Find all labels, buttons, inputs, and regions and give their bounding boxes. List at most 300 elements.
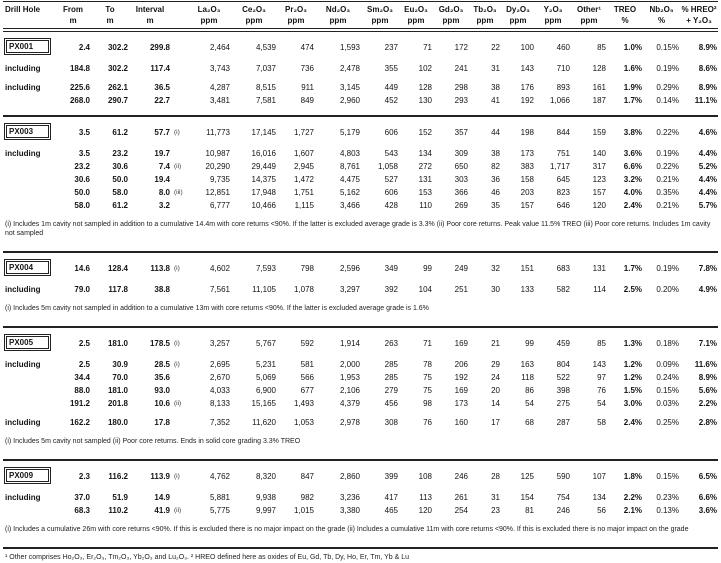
note-marker: (i) — [174, 265, 180, 272]
cell-ce: 14,375 — [251, 175, 276, 184]
cell-sm: 308 — [384, 418, 398, 427]
cell-pr: 1,727 — [293, 128, 314, 137]
cell-other: 128 — [592, 64, 606, 73]
row-label-cell: including — [5, 64, 41, 73]
cell-la: 9,735 — [209, 175, 230, 184]
cell-hreo: 5.6% — [698, 386, 717, 395]
cell-pr: 677 — [300, 386, 314, 395]
row-label-cell: including — [5, 360, 41, 369]
drill-hole-id: PX009 — [6, 469, 49, 482]
cell-treo: 2.4% — [623, 201, 642, 210]
cell-from: 50.0 — [74, 188, 90, 197]
cell-treo: 3.6% — [623, 149, 642, 158]
col-header-eu: Eu₂O₃ ppm — [399, 2, 433, 31]
cell-pr: 1,115 — [294, 201, 314, 210]
cell-nb: 0.09% — [656, 360, 679, 369]
note-marker — [171, 411, 187, 430]
cell-hreo: 11.6% — [694, 360, 717, 369]
cell-nb: 0.14% — [656, 96, 679, 105]
row-label-cell: including — [5, 83, 41, 92]
cell-other: 85 — [597, 43, 606, 52]
table-row — [3, 398, 718, 411]
separator-line — [3, 108, 718, 116]
col-header-hole: Drill Hole — [3, 2, 55, 31]
cell-gd: 169 — [454, 339, 468, 348]
cell-interval: 10.6 — [154, 399, 170, 408]
note-marker: (i) — [174, 129, 180, 136]
section-footnote — [3, 430, 718, 452]
note-marker: (ii) — [174, 507, 182, 514]
cell-from: 3.5 — [78, 149, 90, 158]
cell-dy: 383 — [520, 162, 534, 171]
cell-pr: 1,053 — [293, 418, 314, 427]
cell-pr: 847 — [300, 472, 314, 481]
cell-hreo: 8.9% — [698, 83, 717, 92]
cell-hreo: 4.4% — [698, 188, 717, 197]
cell-la: 6,777 — [209, 201, 230, 210]
cell-sm: 392 — [384, 285, 398, 294]
cell-other: 187 — [592, 96, 606, 105]
note-marker — [171, 372, 187, 385]
cell-sm: 452 — [384, 96, 398, 105]
cell-from: 2.3 — [78, 472, 90, 481]
cell-nd: 3,297 — [339, 285, 360, 294]
cell-to: 30.9 — [112, 360, 128, 369]
cell-tb: 38 — [491, 149, 500, 158]
cell-hreo: 6.5% — [698, 472, 717, 481]
cell-y: 522 — [556, 373, 570, 382]
cell-nd: 1,953 — [339, 373, 360, 382]
col-header-sm: Sm₂O₃ ppm — [361, 2, 399, 31]
drill-hole-id: PX005 — [6, 336, 49, 349]
section-separator — [3, 108, 718, 116]
section-separator — [3, 244, 718, 252]
table-row — [3, 252, 718, 278]
cell-interval: 35.6 — [154, 373, 170, 382]
cell-gd: 269 — [454, 201, 468, 210]
cell-la: 4,762 — [209, 472, 230, 481]
cell-nd: 1,593 — [339, 43, 360, 52]
cell-gd: 309 — [454, 149, 468, 158]
cell-pr: 592 — [300, 339, 314, 348]
col-header-other: Other¹ ppm — [571, 2, 607, 31]
footnote-text: (i) Includes 1m cavity not sampled in addition to a cumulative 14.4m with core returns <90%. If the latter is excluded average grade is 3.3% (ii) Poor core returns. Peak value 11.5% TREO (iii) Poor core returns. Includes 1m cavity not sampled — [5, 221, 711, 237]
table-row — [3, 486, 718, 505]
cell-y: 275 — [556, 399, 570, 408]
cell-tb: 14 — [491, 399, 500, 408]
cell-nb: 0.24% — [656, 373, 679, 382]
cell-to: 201.8 — [107, 399, 128, 408]
row-label-cell — [3, 187, 55, 200]
table-row — [3, 161, 718, 174]
cell-gd: 172 — [454, 43, 468, 52]
cell-to: 61.2 — [112, 201, 128, 210]
footnote-text: (i) Includes 5m cavity not sampled in addition to a cumulative 13m with core returns <90%. If the latter is excluded average grade is 1.6% — [5, 305, 429, 312]
col-header-tb: Tb₂O₃ ppm — [469, 2, 501, 31]
cell-to: 290.7 — [107, 96, 128, 105]
cell-sm: 399 — [384, 472, 398, 481]
table-row — [3, 200, 718, 213]
cell-ce: 4,539 — [255, 43, 276, 52]
cell-pr: 1,493 — [293, 399, 314, 408]
cell-la: 3,481 — [209, 96, 230, 105]
cell-to: 302.2 — [107, 64, 128, 73]
table-row — [3, 372, 718, 385]
cell-gd: 160 — [454, 418, 468, 427]
cell-hreo: 7.8% — [698, 264, 717, 273]
cell-pr: 849 — [300, 96, 314, 105]
cell-nd: 3,466 — [339, 201, 360, 210]
col-header-pr: Pr₂O₃ ppm — [277, 2, 315, 31]
col-header-gd: Gd₂O₃ ppm — [433, 2, 469, 31]
cell-from: 225.6 — [69, 83, 90, 92]
cell-dy: 154 — [520, 493, 534, 502]
cell-treo: 1.7% — [623, 96, 642, 105]
cell-hreo: 4.6% — [698, 128, 717, 137]
cell-eu: 104 — [418, 285, 432, 294]
cell-sm: 417 — [384, 493, 398, 502]
cell-gd: 173 — [454, 399, 468, 408]
cell-y: 893 — [556, 83, 570, 92]
cell-treo: 1.8% — [623, 472, 642, 481]
cell-other: 56 — [597, 506, 606, 515]
cell-hreo: 7.1% — [698, 339, 717, 348]
cell-other: 159 — [592, 128, 606, 137]
cell-sm: 263 — [384, 339, 398, 348]
note-marker — [171, 174, 187, 187]
drill-hole-id: PX001 — [6, 40, 49, 53]
table-row — [3, 187, 718, 200]
cell-ce: 6,900 — [255, 386, 276, 395]
cell-gd: 261 — [454, 493, 468, 502]
cell-sm: 449 — [384, 83, 398, 92]
cell-pr: 1,015 — [293, 506, 314, 515]
cell-sm: 428 — [384, 201, 398, 210]
cell-nd: 8,761 — [339, 162, 360, 171]
cell-tb: 44 — [491, 128, 500, 137]
cell-to: 128.4 — [107, 264, 128, 273]
drill-hole-id: PX003 — [6, 125, 49, 138]
cell-nb: 0.19% — [656, 149, 679, 158]
section-footnote — [3, 518, 718, 540]
row-label-cell — [3, 505, 55, 518]
cell-ce: 5,231 — [255, 360, 276, 369]
note-marker — [171, 30, 187, 57]
cell-gd: 366 — [454, 188, 468, 197]
drill-hole-id: PX004 — [6, 261, 49, 274]
cell-treo: 1.3% — [623, 339, 642, 348]
cell-eu: 98 — [423, 399, 432, 408]
cell-nb: 0.19% — [656, 264, 679, 273]
cell-tb: 31 — [491, 493, 500, 502]
cell-tb: 22 — [491, 43, 500, 52]
cell-y: 804 — [556, 360, 570, 369]
cell-from: 162.2 — [69, 418, 90, 427]
cell-eu: 272 — [418, 162, 432, 171]
cell-la: 7,352 — [209, 418, 230, 427]
cell-to: 117.8 — [108, 285, 128, 294]
separator-line — [3, 319, 718, 327]
cell-from: 88.0 — [74, 386, 90, 395]
cell-dy: 198 — [520, 128, 534, 137]
cell-gd: 293 — [454, 96, 468, 105]
table-row — [3, 76, 718, 95]
cell-interval: 7.4 — [158, 162, 170, 171]
cell-pr: 1,472 — [293, 175, 314, 184]
cell-hreo: 4.4% — [698, 175, 717, 184]
table-row — [3, 327, 718, 353]
cell-tb: 21 — [491, 339, 500, 348]
cell-y: 710 — [556, 64, 570, 73]
cell-nb: 0.15% — [656, 386, 679, 395]
cell-sm: 543 — [384, 149, 398, 158]
cell-interval: 57.7 — [154, 128, 170, 137]
cell-y: 751 — [556, 149, 570, 158]
cell-treo: 4.0% — [623, 188, 642, 197]
cell-nb: 0.19% — [656, 64, 679, 73]
cell-hreo: 8.9% — [698, 43, 717, 52]
col-header-hreo: % HREO² + Y₂O₃ — [680, 2, 718, 31]
cell-sm: 279 — [384, 386, 398, 395]
table-row — [3, 95, 718, 108]
cell-hreo: 6.6% — [698, 493, 717, 502]
cell-ce: 10,466 — [251, 201, 276, 210]
cell-gd: 249 — [454, 264, 468, 273]
cell-nb: 0.03% — [656, 399, 679, 408]
row-label-cell — [3, 385, 55, 398]
cell-eu: 108 — [418, 472, 432, 481]
cell-la: 3,257 — [209, 339, 230, 348]
cell-nd: 3,145 — [339, 83, 360, 92]
cell-ce: 5,767 — [255, 339, 276, 348]
cell-from: 79.0 — [74, 285, 90, 294]
cell-from: 184.8 — [69, 64, 90, 73]
cell-tb: 82 — [491, 162, 500, 171]
cell-la: 3,743 — [209, 64, 230, 73]
row-label-cell: including — [5, 493, 41, 502]
cell-to: 23.2 — [112, 149, 128, 158]
cell-nb: 0.35% — [656, 188, 679, 197]
table-row — [3, 142, 718, 161]
cell-y: 683 — [556, 264, 570, 273]
cell-la: 2,695 — [209, 360, 230, 369]
cell-nd: 2,978 — [339, 418, 360, 427]
cell-nb: 0.22% — [656, 128, 679, 137]
cell-pr: 2,945 — [293, 162, 314, 171]
cell-dy: 118 — [521, 373, 534, 382]
cell-pr: 911 — [301, 83, 314, 92]
cell-y: 590 — [556, 472, 570, 481]
cell-nb: 0.22% — [656, 162, 679, 171]
row-label-cell — [3, 95, 55, 108]
note-marker: (i) — [174, 361, 180, 368]
cell-dy: 86 — [525, 386, 534, 395]
cell-from: 191.2 — [69, 399, 90, 408]
cell-y: 844 — [556, 128, 570, 137]
cell-to: 58.0 — [112, 188, 128, 197]
cell-interval: 8.0 — [158, 188, 170, 197]
cell-sm: 349 — [384, 264, 398, 273]
cell-other: 107 — [592, 472, 606, 481]
cell-other: 76 — [597, 386, 606, 395]
cell-tb: 31 — [491, 64, 500, 73]
cell-tb: 28 — [491, 472, 500, 481]
cell-tb: 36 — [491, 175, 500, 184]
cell-y: 287 — [556, 418, 570, 427]
cell-dy: 176 — [520, 83, 534, 92]
cell-nd: 1,914 — [339, 339, 360, 348]
note-marker — [171, 200, 187, 213]
cell-interval: 19.4 — [154, 175, 170, 184]
cell-to: 302.2 — [107, 43, 128, 52]
cell-from: 58.0 — [74, 201, 90, 210]
cell-eu: 130 — [418, 96, 432, 105]
cell-to: 30.6 — [112, 162, 128, 171]
cell-other: 140 — [592, 149, 606, 158]
definitions-footnote: ¹ Other comprises Ho₂O₃, Er₂O₃, Tm₂O₃, Yb₂O₃ and Lu₂O₃. ² HREO defined here as oxides of Eu, Gd, Tb, Dy, Ho, Er, Tm, Yb & Lu — [5, 554, 410, 561]
cell-pr: 1,078 — [293, 285, 314, 294]
cell-nb: 0.29% — [656, 83, 679, 92]
cell-nb: 0.13% — [656, 506, 679, 515]
note-marker: (i) — [174, 473, 180, 480]
drill-hole-cell — [3, 30, 55, 57]
note-marker — [171, 278, 187, 297]
cell-treo: 3.0% — [623, 399, 642, 408]
cell-ce: 29,449 — [251, 162, 276, 171]
cell-other: 157 — [592, 188, 606, 197]
cell-gd: 650 — [454, 162, 468, 171]
cell-dy: 81 — [525, 506, 534, 515]
cell-dy: 163 — [520, 360, 534, 369]
cell-treo: 3.8% — [623, 128, 642, 137]
cell-pr: 474 — [300, 43, 314, 52]
cell-to: 181.0 — [107, 339, 128, 348]
footnote-text: (i) Includes a cumulative 26m with core returns <90%. If this is excluded there is no major impact on the grade (ii) Includes a cumulative 11m with core returns <90%. If this is excluded there is no major impact on the grade — [5, 526, 689, 533]
cell-interval: 17.8 — [154, 418, 170, 427]
cell-y: 1,066 — [549, 96, 570, 105]
note-marker: (i) — [174, 340, 180, 347]
cell-other: 54 — [597, 399, 606, 408]
cell-la: 5,775 — [209, 506, 230, 515]
cell-sm: 527 — [384, 175, 398, 184]
col-header-la: La₂O₃ ppm — [187, 2, 231, 31]
cell-treo: 1.0% — [623, 43, 642, 52]
table-row — [3, 505, 718, 518]
cell-ce: 16,016 — [251, 149, 276, 158]
cell-la: 2,670 — [209, 373, 230, 382]
cell-nd: 2,960 — [339, 96, 360, 105]
col-header-treo: TREO % — [607, 2, 643, 31]
cell-dy: 133 — [520, 285, 534, 294]
cell-nd: 3,236 — [339, 493, 360, 502]
cell-sm: 237 — [384, 43, 398, 52]
cell-interval: 19.7 — [154, 149, 170, 158]
cell-hreo: 5.2% — [698, 162, 717, 171]
cell-treo: 1.2% — [623, 360, 642, 369]
cell-to: 70.0 — [112, 373, 128, 382]
cell-interval: 113.8 — [150, 264, 170, 273]
table-row — [3, 278, 718, 297]
cell-ce: 11,620 — [252, 418, 276, 427]
cell-interval: 22.7 — [154, 96, 170, 105]
cell-ce: 17,145 — [251, 128, 276, 137]
cell-ce: 5,069 — [255, 373, 276, 382]
cell-ce: 8,320 — [255, 472, 276, 481]
cell-interval: 113.9 — [150, 472, 170, 481]
cell-other: 134 — [592, 493, 606, 502]
cell-from: 34.4 — [74, 373, 90, 382]
cell-tb: 17 — [491, 418, 500, 427]
cell-hreo: 11.1% — [694, 96, 717, 105]
cell-tb: 41 — [491, 96, 500, 105]
cell-treo: 2.5% — [623, 285, 642, 294]
section-separator — [3, 452, 718, 460]
cell-nd: 2,000 — [339, 360, 360, 369]
cell-sm: 1,058 — [377, 162, 398, 171]
cell-hreo: 5.7% — [698, 201, 717, 210]
note-marker — [171, 57, 187, 76]
cell-sm: 285 — [384, 360, 398, 369]
cell-dy: 100 — [520, 43, 534, 52]
cell-tb: 35 — [491, 201, 500, 210]
cell-from: 2.5 — [78, 360, 90, 369]
cell-la: 2,464 — [209, 43, 230, 52]
cell-other: 85 — [597, 339, 606, 348]
cell-from: 37.0 — [74, 493, 90, 502]
cell-gd: 206 — [454, 360, 468, 369]
table-row — [3, 57, 718, 76]
cell-la: 20,290 — [205, 162, 230, 171]
cell-from: 30.6 — [74, 175, 90, 184]
cell-pr: 1,751 — [293, 188, 314, 197]
cell-to: 180.0 — [107, 418, 128, 427]
cell-tb: 24 — [491, 373, 500, 382]
col-header-from: From m — [55, 2, 91, 31]
cell-treo: 1.6% — [623, 64, 642, 73]
cell-treo: 1.2% — [623, 373, 642, 382]
drill-hole-cell — [3, 460, 55, 486]
cell-interval: 38.8 — [154, 285, 170, 294]
cell-pr: 581 — [300, 360, 314, 369]
table-row — [3, 353, 718, 372]
cell-nd: 4,475 — [339, 175, 360, 184]
footnote-text: (i) Includes 5m cavity not sampled (ii) Poor core returns. Ends in solid core grading 3.3% TREO — [5, 438, 301, 445]
cell-ce: 11,105 — [252, 285, 276, 294]
cell-hreo: 8.6% — [698, 64, 717, 73]
cell-nd: 3,380 — [339, 506, 360, 515]
cell-y: 645 — [556, 175, 570, 184]
cell-gd: 298 — [454, 83, 468, 92]
col-header-nb: Nb₂O₅ % — [643, 2, 680, 31]
cell-nb: 0.21% — [656, 175, 679, 184]
cell-nd: 5,179 — [339, 128, 360, 137]
note-marker: (iii) — [174, 189, 183, 196]
cell-other: 317 — [592, 162, 606, 171]
cell-hreo: 8.9% — [698, 373, 717, 382]
cell-other: 97 — [597, 373, 606, 382]
cell-treo: 1.7% — [623, 264, 642, 273]
cell-to: 262.1 — [107, 83, 128, 92]
cell-sm: 465 — [384, 506, 398, 515]
cell-dy: 99 — [525, 339, 534, 348]
cell-from: 68.3 — [74, 506, 90, 515]
cell-to: 51.9 — [112, 493, 128, 502]
note-marker — [171, 385, 187, 398]
col-header-y: Y₂O₃ ppm — [535, 2, 571, 31]
cell-pr: 982 — [300, 493, 314, 502]
cell-treo: 2.2% — [623, 493, 642, 502]
cell-eu: 110 — [419, 201, 432, 210]
